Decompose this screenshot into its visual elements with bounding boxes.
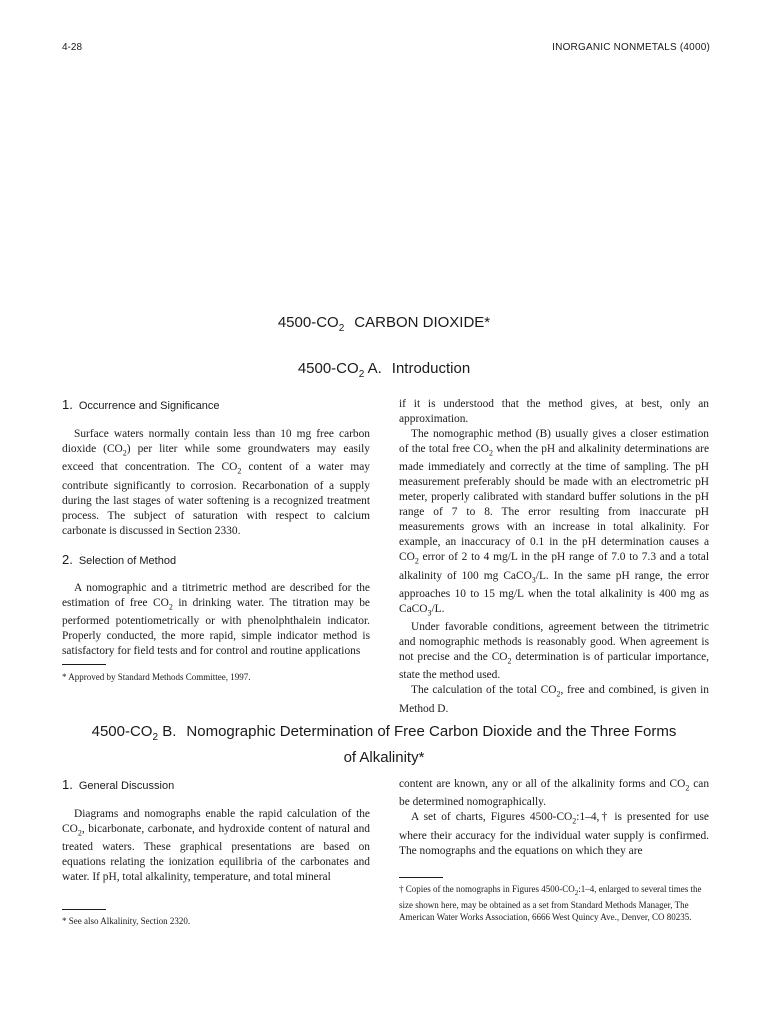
footnote-rule	[62, 909, 106, 910]
footnote: † Copies of the nomographs in Figures $4500-CO_2:1-4$, enlarged to several times the size shown here, may be obtained as a set from Standard Methods Manager, The American Water Works Association, 6666 West Quincy Ave., Denver, CO 80235.	[399, 884, 702, 922]
paragraph: Surface waters normally contain less than 10 mg free carbon dioxide $(CO_2)$ per liter while some groundwaters may easily exceed that concentration. The $CO_2$ content of a water may contribute significantly to corrosion. Recarbonation of a supply during the last stages of water softening is a recognized treatment process. The subject of saturation with respect to calcium carbonate is discussed in Section 2330.	[62, 428, 370, 537]
footnote: * See also Alkalinity, Section 2320.	[62, 916, 191, 926]
paragraph: if it is understood that the method gives, at best, only an approximation.	[399, 398, 709, 425]
footnote-rule	[62, 664, 106, 665]
footnote: * Approved by Standard Methods Committee, 1997.	[62, 672, 251, 682]
paragraph: A nomographic and a titrimetric method are described for the estimation of free $CO_2$ in drinking water. The titration may be performed potentiometrically or with phenolphthalein indicator. Properly conducted, the more rapid, simple indicator method is satisfactory for field tests and for control and routine applications	[62, 581, 370, 657]
part-a-left-column	[62, 397, 370, 659]
paragraph: content are known, any or all of the alkalinity forms and $CO_2$ can be determined nomographically.	[399, 778, 710, 809]
section-heading: 2. Selection of Method	[62, 551, 177, 567]
section-heading: 1. Occurrence and Significance	[62, 397, 220, 412]
part-a-right-column	[399, 397, 709, 717]
footnote-rule	[399, 877, 443, 878]
paragraph: The nomographic method (B) usually gives a closer estimation of the total free $CO_2$ when the pH and alkalinity determinations are made immediately and correctly at the time of sampling. The pH measurement preferably should be made with an electrometric pH meter, properly calibrated with standard buffer solutions in the pH range of 7 to 8. The error resulting from inaccurate pH measurements grows with an increase in total alkalinity. For example, an inaccuracy of 0.1 in the pH determination causes a $CO_2$ error of 2 to 4 mg/L in the pH range of 7.0 to 7.3 and a total alkalinity of 100 mg CaCO$_3$/L. In the same pH range, the error approaches 10 to 15 mg/L when the total alkalinity is 400 mg as CaCO$_3$/L.	[399, 428, 710, 618]
paragraph: A set of charts, Figures $4500-CO_2:1-4,\dagger$ is presented for use where their accuracy for the individual water supply is confirmed. The nomographs and the equations on which they are	[399, 811, 709, 857]
section-heading: 1. General Discussion	[62, 777, 175, 792]
paragraph: Diagrams and nomographs enable the rapid calculation of the $CO_2$, bicarbonate, carbonate, and hydroxide content of natural and treated waters. These graphical presentations are based on equations relating the ionization equilibria of the carbonates and water. If pH, total alkalinity, temperature, and total mineral	[62, 808, 370, 884]
part-a-title: $4500-CO_2$ A. Introduction	[297, 360, 471, 380]
page-number: 4-28	[62, 42, 83, 53]
method-title: $4500-CO_2$ CARBON DIOXIDE*	[277, 314, 491, 334]
part-b-title: $4500-CO_2$ B. Nomographic Determination of Free Carbon Dioxide and the Three Forms of Alkalinity*	[91, 723, 677, 766]
paragraph: Under favorable conditions, agreement between the titrimetric and nomographic methods is reasonably good. When agreement is not precise and the $CO_2$ determination is of particular importance, state the method used.	[399, 621, 710, 682]
part-b-left-column	[62, 777, 370, 885]
paragraph: The calculation of the total $CO_2$, free and combined, is given in Method D.	[399, 684, 709, 715]
part-b-right-column	[399, 777, 709, 859]
running-title: INORGANIC NONMETALS (4000)	[552, 42, 710, 53]
